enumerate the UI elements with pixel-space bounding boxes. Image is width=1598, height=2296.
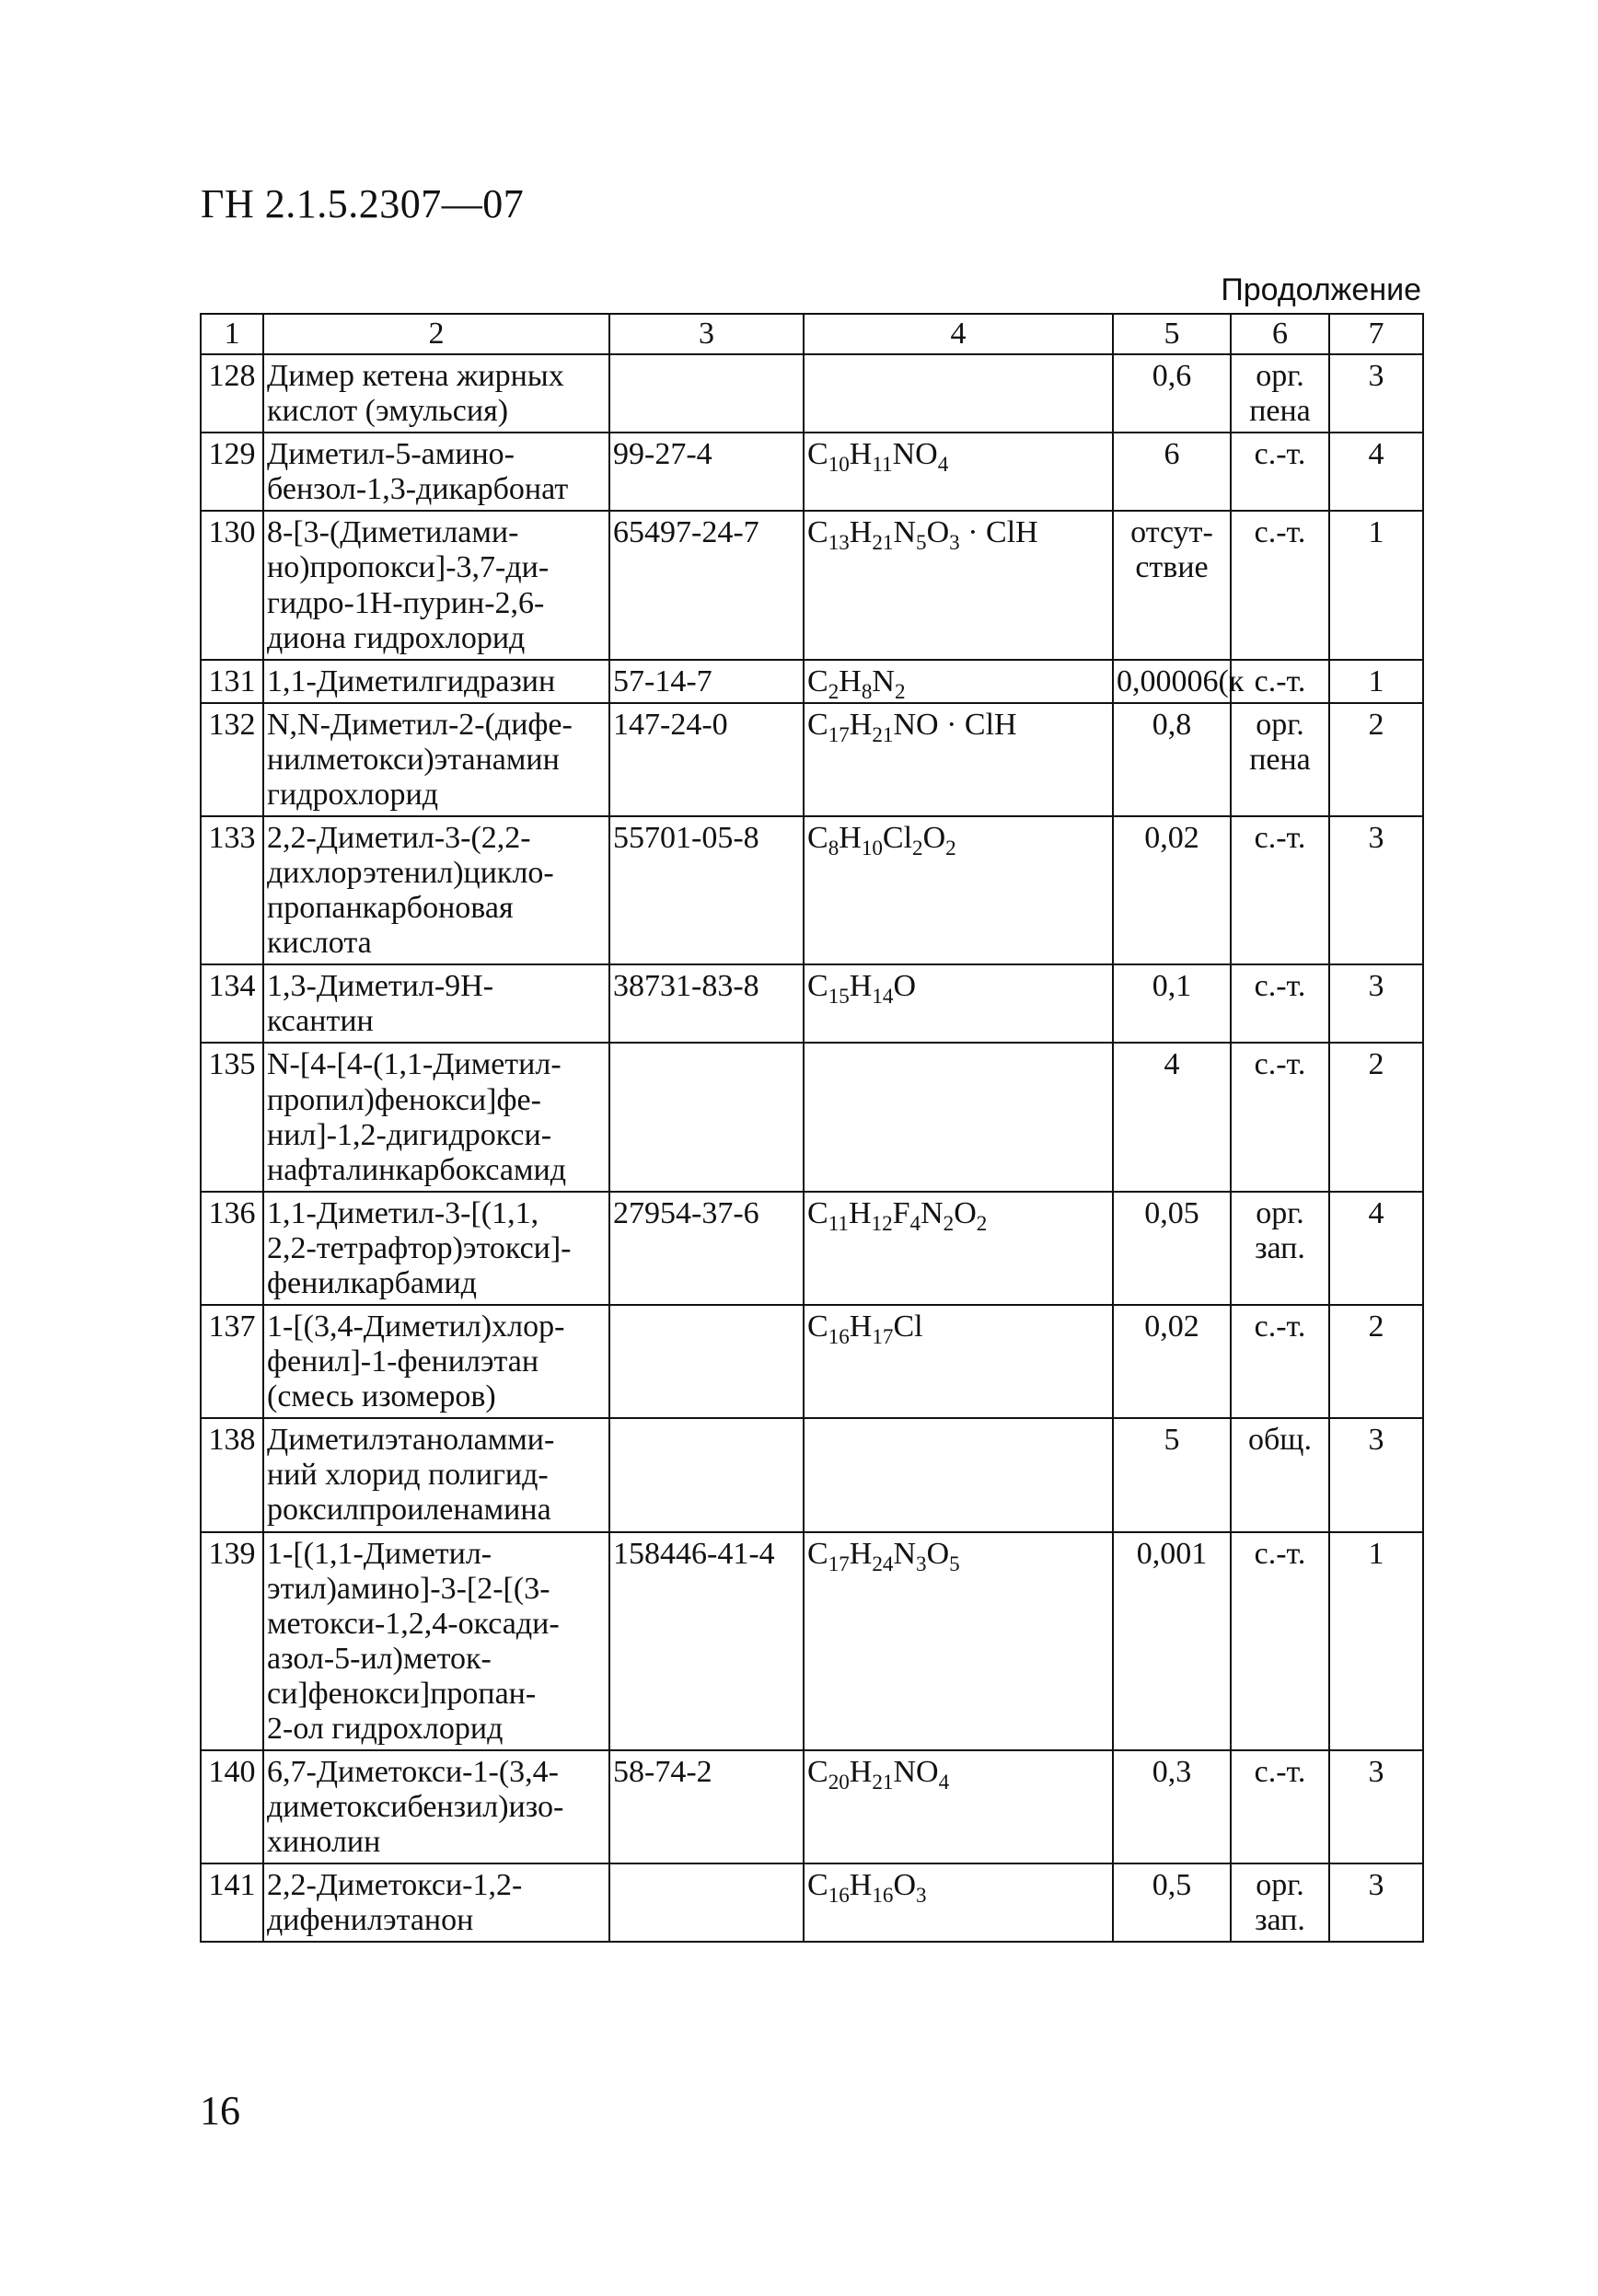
value-line: 0,001	[1136, 1536, 1208, 1571]
name-line: метокси-1,2,4-оксади-	[267, 1606, 560, 1641]
formula-symbol: H	[839, 821, 862, 856]
hazard-class: 3	[1329, 354, 1423, 433]
column-number: 5	[1113, 314, 1231, 354]
chemical-formula	[804, 1863, 1113, 1942]
name-line: 1,3-Диметил-9Н-	[267, 969, 494, 1004]
formula-subscript: 13	[828, 531, 850, 556]
indicator-line: зап.	[1255, 1230, 1305, 1265]
table-row	[201, 1532, 1423, 1750]
name-line: диона гидрохлорид	[267, 620, 526, 655]
formula-subscript: 4	[909, 1211, 921, 1236]
standard-value	[1113, 1043, 1231, 1191]
column-number: 6	[1231, 314, 1329, 354]
chemical-formula	[804, 964, 1113, 1043]
row-number: 133	[201, 816, 263, 964]
formula-subscript: 2	[912, 836, 923, 860]
formula-text	[807, 515, 1038, 556]
substance-name	[263, 1305, 609, 1418]
hazard-class: 3	[1329, 1750, 1423, 1863]
formula-subscript: 20	[828, 1770, 850, 1794]
name-line: гидрохлорид	[267, 777, 439, 812]
table-row	[201, 660, 1423, 703]
cas-number: 58-74-2	[609, 1750, 804, 1863]
name-line: кислот (эмульсия)	[267, 394, 509, 429]
row-number: 129	[201, 433, 263, 511]
standard-value	[1113, 816, 1231, 964]
value-line: 0,05	[1144, 1195, 1199, 1230]
substance-name	[263, 816, 609, 964]
formula-text	[807, 1310, 923, 1349]
name-line: но)пропокси]-3,7-ди-	[267, 550, 550, 585]
formula-subscript: 3	[916, 1552, 927, 1576]
formula-symbol: C	[807, 1195, 828, 1230]
name-line: нафталинкарбоксамид	[267, 1152, 567, 1187]
formula-symbol: C	[807, 1754, 828, 1789]
table-body	[201, 314, 1423, 1942]
name-line: хинолин	[267, 1825, 381, 1860]
row-number: 135	[201, 1043, 263, 1191]
indicator-line: орг.	[1256, 1195, 1304, 1230]
name-line: дифенилэтанон	[267, 1903, 474, 1938]
substance-name	[263, 703, 609, 816]
row-number: 130	[201, 511, 263, 659]
formula-subscript: 17	[828, 1552, 850, 1576]
column-number: 4	[804, 314, 1113, 354]
name-line: ний хлорид полигид-	[267, 1458, 549, 1493]
limiting-indicator	[1231, 1532, 1329, 1750]
continuation-label: Продолжение	[1221, 272, 1421, 307]
substance-name	[263, 660, 609, 703]
name-line: 2,2-Диметил-3-(2,2-	[267, 821, 531, 856]
limiting-indicator	[1231, 1305, 1329, 1418]
formula-symbol: N	[893, 1536, 917, 1571]
limiting-indicator	[1231, 816, 1329, 964]
value-line: 0,02	[1144, 821, 1199, 856]
name-line: N,N-Диметил-2-(дифе-	[267, 707, 573, 742]
cas-number: 158446-41-4	[609, 1532, 804, 1750]
table-row	[201, 1192, 1423, 1305]
hazard-class: 4	[1329, 433, 1423, 511]
row-number: 134	[201, 964, 263, 1043]
value-line: 5	[1164, 1423, 1180, 1458]
standard-value	[1113, 1532, 1231, 1750]
name-line: Димер кетена жирных	[267, 359, 564, 394]
indicator-line: с.-т.	[1254, 1047, 1306, 1082]
indicator-line: орг.	[1256, 359, 1304, 394]
limiting-indicator	[1231, 1863, 1329, 1942]
hazard-class: 1	[1329, 511, 1423, 659]
cas-number: 99-27-4	[609, 433, 804, 511]
formula-subscript: 11	[872, 453, 893, 478]
indicator-line: с.-т.	[1254, 1310, 1306, 1344]
formula-subscript: 17	[872, 1324, 894, 1349]
formula-text	[807, 437, 949, 478]
formula-subscript: 16	[828, 1324, 850, 1349]
formula-text	[807, 707, 1017, 747]
row-number: 139	[201, 1532, 263, 1750]
formula-subscript: 4	[938, 1770, 950, 1794]
standard-value	[1113, 660, 1245, 703]
formula-subscript: 5	[916, 531, 927, 556]
indicator-line: с.-т.	[1254, 663, 1306, 698]
standard-value	[1113, 1863, 1231, 1942]
limiting-indicator	[1231, 1192, 1329, 1305]
substance-name	[263, 1750, 609, 1863]
indicator-line: с.-т.	[1254, 1754, 1306, 1789]
name-line: гидро-1Н-пурин-2,6-	[267, 585, 545, 620]
name-line: фенил]-1-фенилэтан	[267, 1344, 539, 1379]
name-line: пропил)фенокси]фе-	[267, 1082, 541, 1117]
indicator-line: орг.	[1256, 707, 1304, 742]
chemical-formula	[804, 816, 1113, 964]
value-line: 4	[1164, 1047, 1180, 1082]
formula-subscript: 17	[828, 722, 850, 747]
standard-value	[1113, 1750, 1231, 1863]
table-row	[201, 354, 1423, 433]
formula-symbol: H	[849, 1310, 873, 1344]
indicator-line: пена	[1249, 742, 1311, 777]
formula-text	[807, 821, 956, 860]
value-line: 0,3	[1152, 1754, 1192, 1789]
cas-number: 57-14-7	[609, 660, 804, 703]
substance-name	[263, 1863, 609, 1942]
formula-subscript: 5	[949, 1552, 960, 1576]
name-line: кислота	[267, 926, 372, 961]
formula-symbol: H	[849, 1868, 873, 1903]
value-line: 0,00006(к	[1117, 663, 1245, 698]
standard-value	[1113, 1192, 1231, 1305]
document-code: ГН 2.1.5.2307—07	[201, 181, 525, 226]
formula-symbol: H	[849, 707, 873, 742]
page-number: 16	[200, 2088, 240, 2133]
chemical-formula	[804, 1750, 1113, 1863]
name-line: дихлорэтенил)цикло-	[267, 856, 554, 891]
standard-value	[1113, 1305, 1231, 1418]
formula-subscript: 12	[871, 1211, 893, 1236]
formula-subscript: 10	[861, 836, 883, 860]
limiting-indicator	[1231, 1043, 1329, 1191]
substances-table	[200, 313, 1424, 1943]
chemical-formula	[804, 703, 1113, 816]
formula-subscript: 8	[861, 679, 873, 704]
formula-symbol: C	[807, 1536, 828, 1571]
name-line: бензол-1,3-дикарбонат	[267, 472, 569, 507]
formula-subscript: 14	[872, 985, 894, 1010]
table-row	[201, 703, 1423, 816]
formula-subscript: 16	[872, 1884, 894, 1908]
formula-text	[807, 1868, 927, 1908]
formula-subscript: 8	[828, 836, 840, 860]
formula-symbol: C	[807, 821, 828, 856]
name-line: 2-ол гидрохлорид	[267, 1711, 504, 1746]
cas-number: 65497-24-7	[609, 511, 804, 659]
name-line: азол-5-ил)меток-	[267, 1641, 492, 1676]
column-number: 1	[201, 314, 263, 354]
substance-name	[263, 1192, 609, 1305]
formula-symbol: H	[849, 515, 873, 550]
table-row	[201, 1863, 1423, 1942]
formula-subscript: 3	[949, 531, 960, 556]
value-line: 0,5	[1152, 1868, 1192, 1903]
formula-symbol: C	[807, 1310, 828, 1344]
name-line: нил]-1,2-дигидрокси-	[267, 1117, 552, 1152]
formula-subscript: 11	[828, 1211, 849, 1236]
chemical-formula	[804, 660, 1113, 703]
formula-subscript: 2	[894, 679, 906, 704]
hazard-class: 4	[1329, 1192, 1423, 1305]
substance-name	[263, 354, 609, 433]
formula-subscript: 21	[872, 722, 894, 747]
hazard-class: 1	[1329, 1532, 1423, 1750]
formula-symbol: C	[807, 515, 828, 550]
value-line: ствие	[1135, 550, 1209, 585]
standard-value	[1113, 354, 1231, 433]
table-row	[201, 1418, 1423, 1531]
formula-symbol: H	[849, 969, 873, 1004]
cas-number	[609, 1043, 804, 1191]
table-row	[201, 1750, 1423, 1863]
name-line: Диметил-5-амино-	[267, 437, 515, 472]
cas-number: 147-24-0	[609, 703, 804, 816]
formula-symbol: N	[893, 515, 917, 550]
row-number: 140	[201, 1750, 263, 1863]
formula-subscript: 15	[828, 985, 850, 1010]
chemical-formula	[804, 1305, 1113, 1418]
formula-symbol: H	[849, 437, 873, 472]
chemical-formula	[804, 1532, 1113, 1750]
table-row	[201, 1043, 1423, 1191]
row-number: 137	[201, 1305, 263, 1418]
name-line: 2,2-Диметокси-1,2-	[267, 1868, 523, 1903]
formula-symbol: H	[849, 1754, 873, 1789]
formula-symbol: Cl	[882, 821, 913, 856]
formula-symbol: O	[893, 969, 917, 1004]
formula-symbol: C	[807, 663, 828, 698]
indicator-line: зап.	[1255, 1903, 1305, 1938]
formula-symbol: NO · ClH	[893, 707, 1017, 742]
limiting-indicator	[1231, 660, 1329, 703]
column-number: 7	[1329, 314, 1423, 354]
chemical-formula	[804, 511, 1113, 659]
formula-text	[807, 969, 917, 1010]
name-line: си]фенокси]пропан-	[267, 1676, 537, 1711]
limiting-indicator	[1231, 703, 1329, 816]
substance-name	[263, 511, 609, 659]
name-line: роксилпроиленамина	[267, 1493, 551, 1528]
table-row	[201, 816, 1423, 964]
name-line: N-[4-[4-(1,1-Диметил-	[267, 1047, 562, 1082]
name-line: 1-[(1,1-Диметил-	[267, 1536, 492, 1571]
value-line: 0,6	[1152, 359, 1192, 394]
standard-value	[1113, 1418, 1231, 1531]
formula-subscript: 16	[828, 1884, 850, 1908]
formula-text	[807, 1754, 950, 1794]
table-row	[201, 1305, 1423, 1418]
indicator-line: с.-т.	[1254, 437, 1306, 472]
formula-subscript: 3	[916, 1884, 927, 1908]
row-number: 136	[201, 1192, 263, 1305]
formula-subscript: 4	[937, 453, 949, 478]
cas-number: 55701-05-8	[609, 816, 804, 964]
formula-symbol: N	[872, 663, 895, 698]
limiting-indicator	[1231, 964, 1329, 1043]
indicator-line: с.-т.	[1254, 515, 1306, 550]
name-line: ксантин	[267, 1004, 374, 1039]
standard-value	[1113, 703, 1231, 816]
formula-symbol: O	[922, 821, 946, 856]
standard-value	[1113, 511, 1231, 659]
name-line: (смесь изомеров)	[267, 1379, 496, 1414]
formula-symbol: C	[807, 969, 828, 1004]
substance-name	[263, 964, 609, 1043]
name-line: пропанкарбоновая	[267, 891, 514, 926]
limiting-indicator	[1231, 433, 1329, 511]
formula-text	[807, 663, 906, 704]
name-line: фенилкарбамид	[267, 1265, 477, 1300]
hazard-class: 2	[1329, 1043, 1423, 1191]
name-line: 1-[(3,4-Диметил)хлор-	[267, 1310, 565, 1344]
formula-symbol: C	[807, 1868, 828, 1903]
formula-subscript: 10	[828, 453, 850, 478]
standard-value	[1113, 964, 1231, 1043]
formula-symbol: H	[849, 1536, 873, 1571]
formula-subscript: 21	[872, 531, 894, 556]
cas-number	[609, 1418, 804, 1531]
hazard-class: 1	[1329, 660, 1423, 703]
chemical-formula	[804, 1043, 1113, 1191]
formula-subscript: 2	[943, 1211, 955, 1236]
name-line: диметоксибензил)изо-	[267, 1790, 564, 1825]
indicator-line: орг.	[1256, 1868, 1304, 1903]
formula-text	[807, 1195, 988, 1236]
cas-number: 27954-37-6	[609, 1192, 804, 1305]
table-row	[201, 433, 1423, 511]
column-number-row	[201, 314, 1423, 354]
name-line: 8-[3-(Диметилами-	[267, 515, 519, 550]
substance-name	[263, 1418, 609, 1531]
formula-symbol: C	[807, 437, 828, 472]
cas-number	[609, 1863, 804, 1942]
formula-symbol: N	[921, 1195, 944, 1230]
formula-symbol: · ClH	[959, 515, 1038, 550]
name-line: нилметокси)этанамин	[267, 742, 560, 777]
row-number: 128	[201, 354, 263, 433]
name-line: 1,1-Диметилгидразин	[267, 663, 556, 698]
limiting-indicator	[1231, 1750, 1329, 1863]
hazard-class: 3	[1329, 964, 1423, 1043]
value-line: 6	[1164, 437, 1180, 472]
formula-symbol: O	[926, 515, 950, 550]
row-number: 141	[201, 1863, 263, 1942]
hazard-class: 3	[1329, 1418, 1423, 1531]
formula-subscript: 2	[828, 679, 840, 704]
formula-symbol: C	[807, 707, 828, 742]
formula-subscript: 2	[976, 1211, 988, 1236]
name-line: этил)амино]-3-[2-[(3-	[267, 1571, 550, 1606]
substance-name	[263, 1043, 609, 1191]
table-row	[201, 964, 1423, 1043]
row-number: 131	[201, 660, 263, 703]
cas-number	[609, 354, 804, 433]
hazard-class: 3	[1329, 816, 1423, 964]
value-line: 0,02	[1144, 1310, 1199, 1344]
chemical-formula	[804, 1418, 1113, 1531]
name-line: 1,1-Диметил-3-[(1,1,	[267, 1195, 539, 1230]
substance-name	[263, 1532, 609, 1750]
name-line: Диметилэтаноламми-	[267, 1423, 555, 1458]
formula-symbol: NO	[893, 1754, 939, 1789]
value-line: 0,1	[1152, 969, 1192, 1004]
value-line: 0,8	[1152, 707, 1192, 742]
hazard-class: 2	[1329, 1305, 1423, 1418]
formula-subscript: 2	[945, 836, 956, 860]
indicator-line: с.-т.	[1254, 1536, 1306, 1571]
substance-name	[263, 433, 609, 511]
formula-subscript: 21	[872, 1770, 894, 1794]
limiting-indicator	[1231, 511, 1329, 659]
hazard-class: 2	[1329, 703, 1423, 816]
formula-symbol: O	[954, 1195, 977, 1230]
limiting-indicator	[1231, 1418, 1329, 1531]
formula-symbol: NO	[892, 437, 938, 472]
standard-value	[1113, 433, 1231, 511]
formula-symbol: H	[839, 663, 862, 698]
name-line: 2,2-тетрафтор)этокси]-	[267, 1230, 572, 1265]
column-number: 3	[609, 314, 804, 354]
formula-symbol: O	[926, 1536, 950, 1571]
row-number: 132	[201, 703, 263, 816]
chemical-formula	[804, 1192, 1113, 1305]
formula-symbol: O	[893, 1868, 917, 1903]
indicator-line: с.-т.	[1254, 969, 1306, 1004]
row-number: 138	[201, 1418, 263, 1531]
formula-symbol: F	[892, 1195, 910, 1230]
cas-number: 38731-83-8	[609, 964, 804, 1043]
name-line: 6,7-Диметокси-1-(3,4-	[267, 1754, 559, 1789]
formula-symbol: H	[848, 1195, 872, 1230]
cas-number	[609, 1305, 804, 1418]
column-number: 2	[263, 314, 609, 354]
indicator-line: с.-т.	[1254, 821, 1306, 856]
limiting-indicator	[1231, 354, 1329, 433]
formula-symbol: Cl	[893, 1310, 923, 1344]
formula-text	[807, 1536, 960, 1576]
hazard-class: 3	[1329, 1863, 1423, 1942]
table-row	[201, 511, 1423, 659]
indicator-line: общ.	[1248, 1423, 1312, 1458]
chemical-formula	[804, 433, 1113, 511]
value-line: отсут-	[1130, 515, 1213, 550]
indicator-line: пена	[1249, 394, 1311, 429]
formula-subscript: 24	[872, 1552, 894, 1576]
chemical-formula	[804, 354, 1113, 433]
